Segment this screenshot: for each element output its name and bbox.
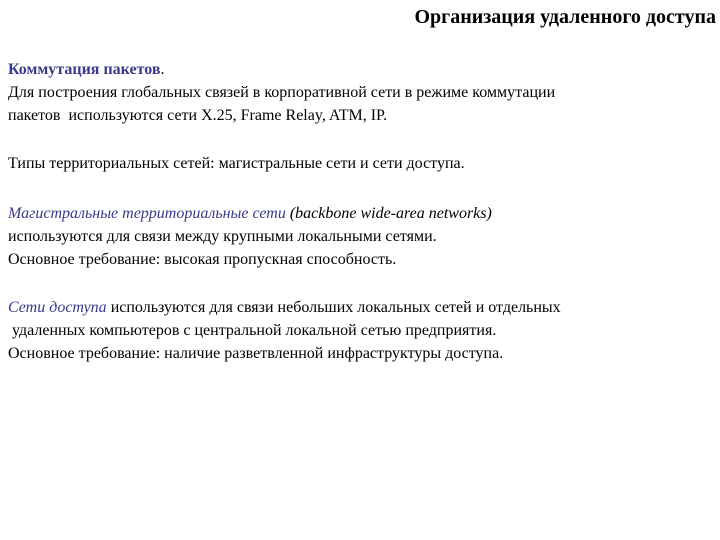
packet-switching-heading-line — [8, 58, 713, 81]
access-term: Сети доступа — [8, 299, 107, 316]
packet-switching-heading-suffix: . — [160, 61, 165, 78]
backbone-term-suffix: (backbone wide-area networks) — [285, 205, 492, 222]
access-section — [8, 296, 713, 365]
backbone-line-1 — [8, 202, 713, 225]
network-types-section — [8, 152, 713, 175]
backbone-term: Магистральные территориальные сети — [8, 205, 286, 222]
backbone-line-3: Основное требование: высокая пропускная способность. — [8, 251, 397, 268]
packet-switching-heading: Коммутация пакетов — [8, 61, 161, 78]
packet-switching-line-1: Для построения глобальных связей в корпоративной сети в режиме коммутации — [8, 84, 556, 101]
slide-title: Организация удаленного доступа — [414, 6, 716, 28]
access-line-1 — [8, 296, 713, 319]
backbone-section — [8, 202, 713, 271]
packet-switching-line-2: пакетов используются сети X.25, Frame Relay, ATM, IP. — [8, 107, 388, 124]
access-line-2: удаленных компьютеров с центральной локальной сетью предприятия. — [12, 322, 497, 339]
packet-switching-section — [8, 58, 713, 127]
network-types-line-1: Типы территориальных сетей: магистральные сети и сети доступа. — [8, 155, 465, 172]
access-term-suffix: используются для связи небольших локальных сетей и отдельных — [106, 299, 561, 316]
access-line-3: Основное требование: наличие разветвленной инфраструктуры доступа. — [8, 345, 504, 362]
backbone-line-2: используются для связи между крупными локальными сетями. — [8, 228, 437, 245]
